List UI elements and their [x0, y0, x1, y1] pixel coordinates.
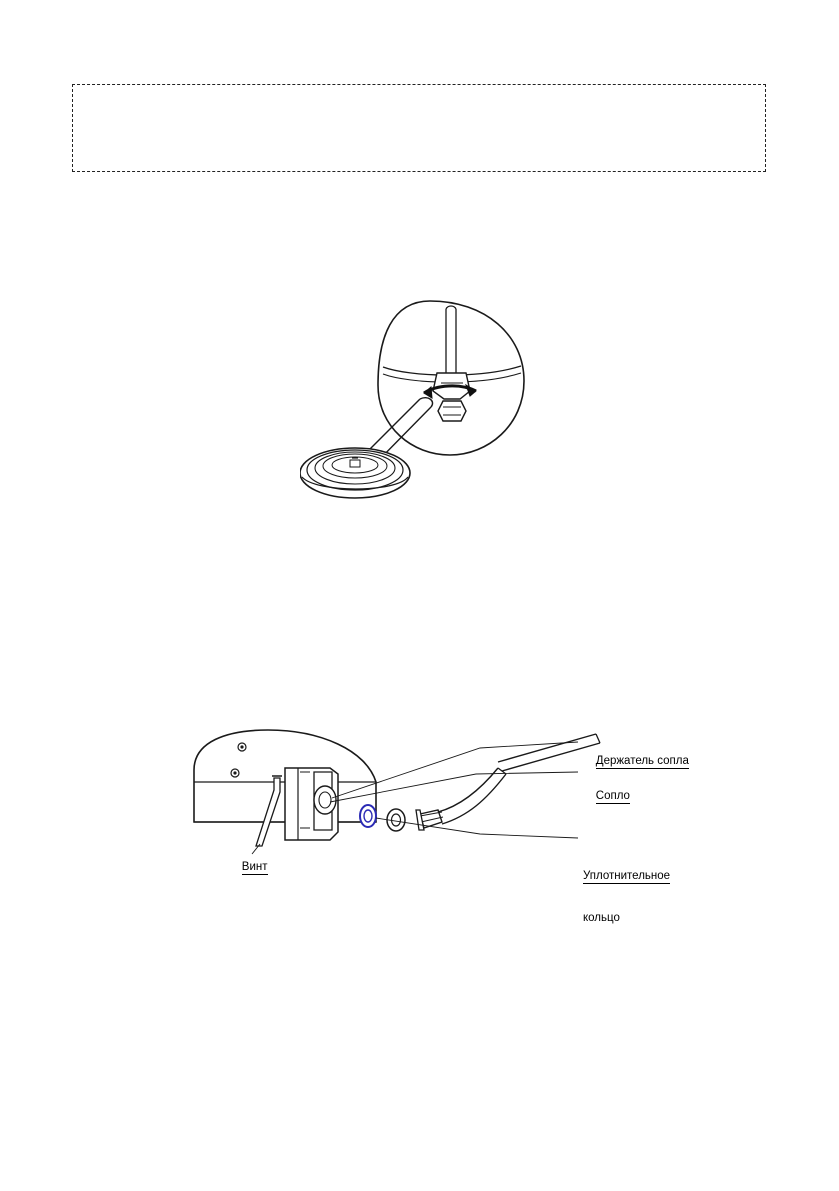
- label-nozzle-holder-text: Держатель сопла: [595, 755, 689, 767]
- label-sealing-ring-line2: кольцо: [583, 912, 620, 924]
- burner-assembly-figure: [300, 295, 570, 525]
- label-screw-text: Винт: [241, 861, 268, 873]
- note-box: [72, 84, 766, 172]
- label-screw: [229, 846, 268, 888]
- label-nozzle: [583, 775, 630, 817]
- label-sealing-ring-line1: Уплотнительное: [583, 870, 671, 882]
- label-sealing-ring: [583, 841, 670, 953]
- label-nozzle-text: Сопло: [595, 790, 630, 802]
